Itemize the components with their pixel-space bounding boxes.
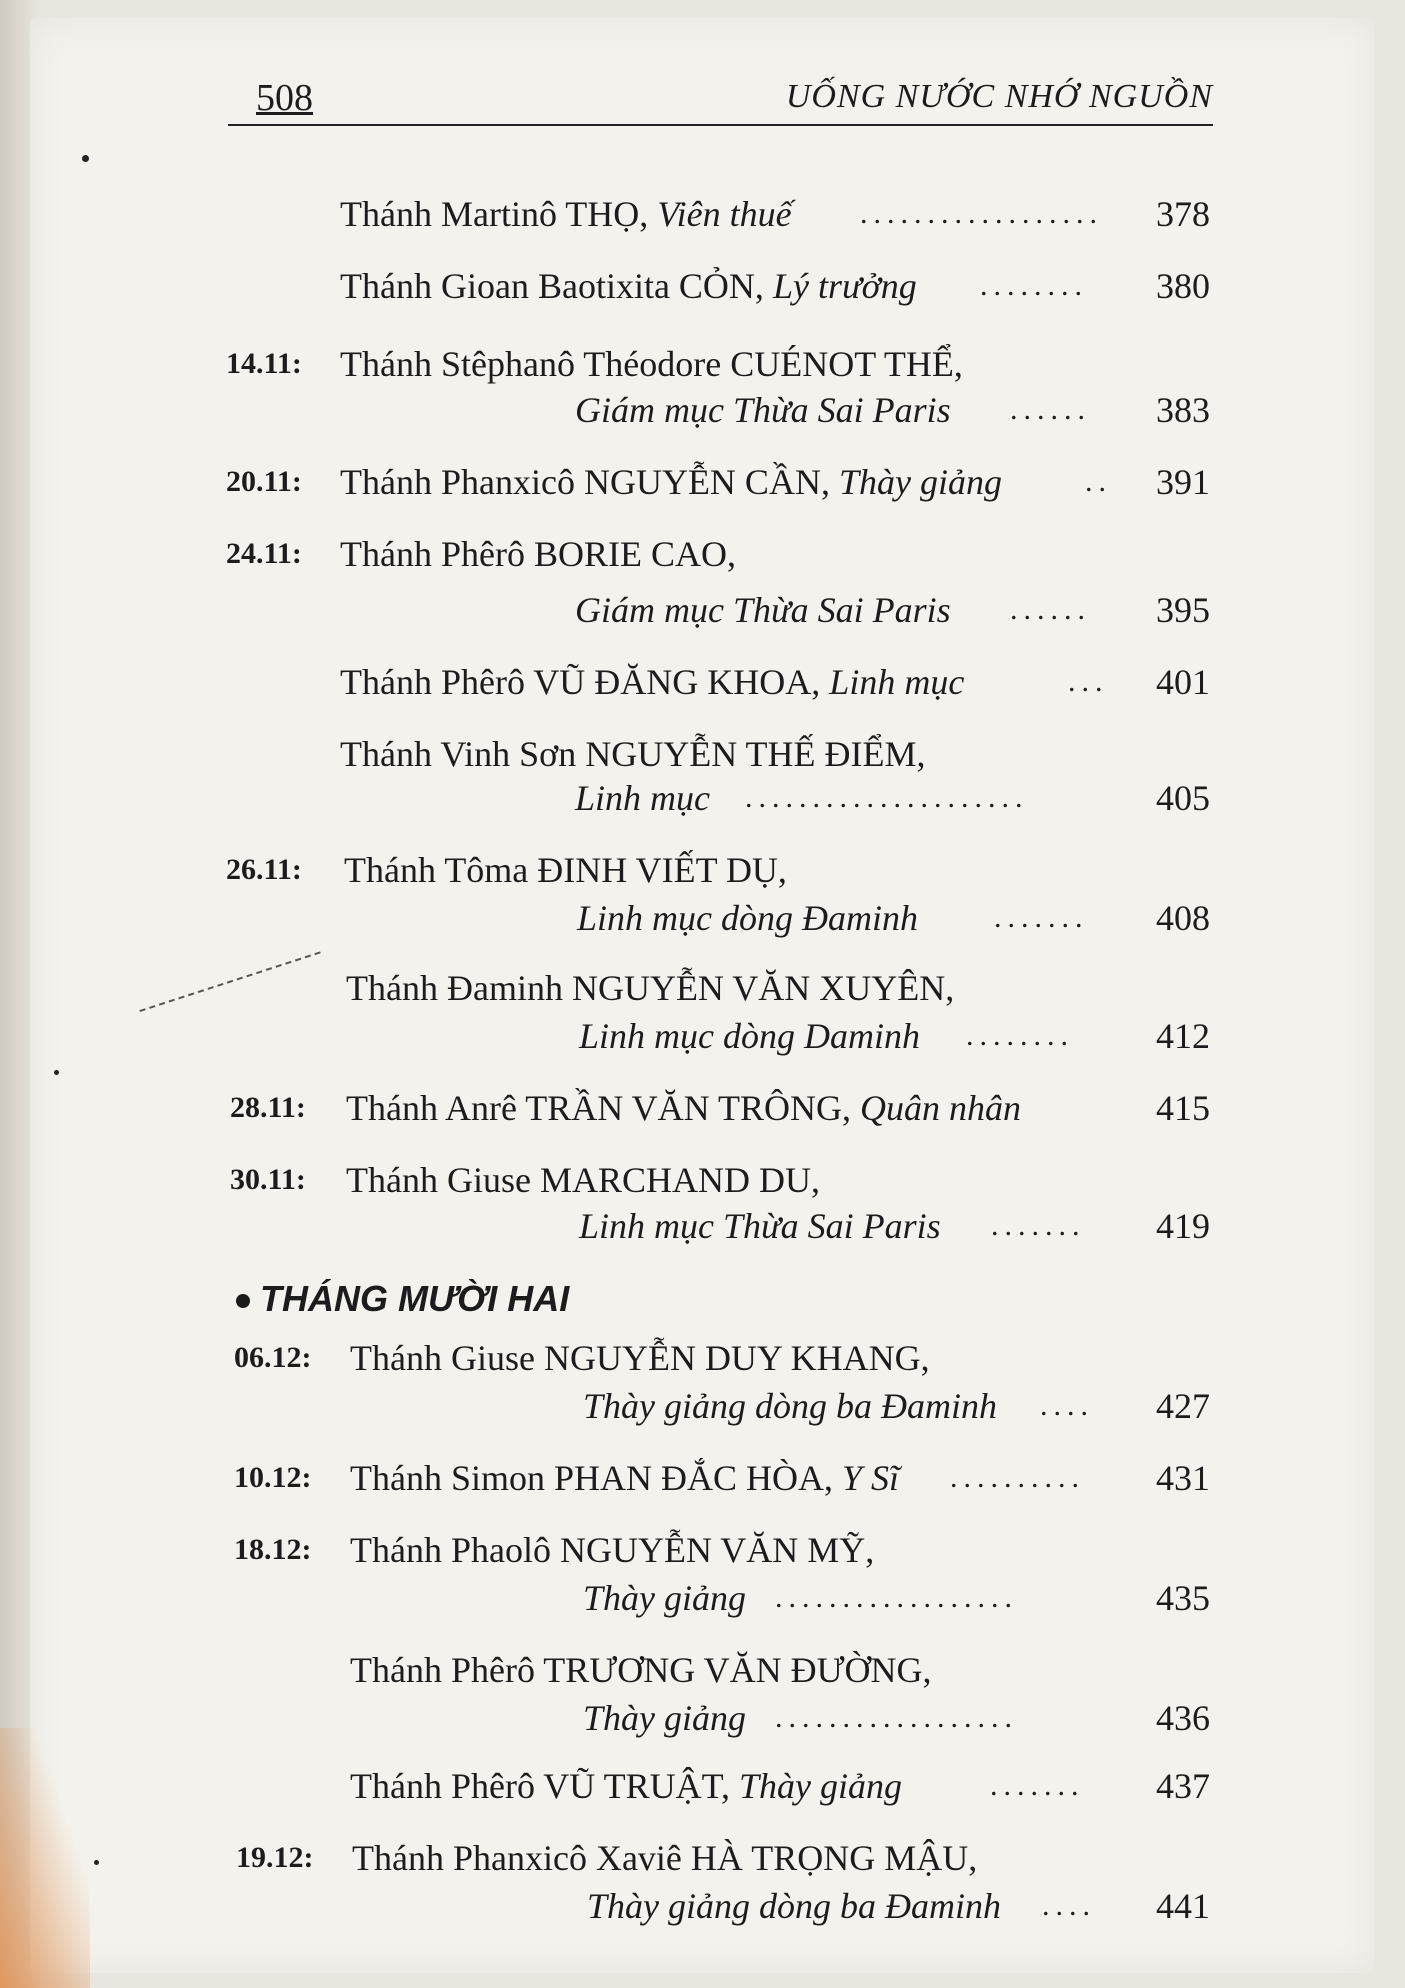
- saint-role: Linh mục dòng Daminh: [579, 1016, 920, 1056]
- toc-entry: [350, 1334, 1210, 1382]
- leader-dots: ......: [1010, 393, 1091, 426]
- page-ref: 391: [1156, 462, 1210, 502]
- page-ref: 378: [1156, 194, 1210, 234]
- leader-dots: ..................: [860, 197, 1103, 230]
- toc-entry-continued: [346, 1202, 1210, 1250]
- toc-entry: [340, 262, 1210, 310]
- saint-role: Linh mục: [575, 778, 710, 818]
- toc-entry: [350, 1646, 1210, 1694]
- leader-dots: .....................: [745, 781, 1029, 814]
- saint-role: Viên thuế: [657, 194, 792, 234]
- toc-entry-continued: [352, 1882, 1210, 1930]
- saint-role: Thày giảng dòng ba Đaminh: [587, 1886, 1001, 1926]
- ink-speck: [82, 155, 89, 162]
- saint-role: Y Sĩ: [842, 1458, 900, 1498]
- feast-date: 28.11:: [230, 1091, 306, 1124]
- saint-role: Linh mục Thừa Sai Paris: [579, 1206, 941, 1246]
- toc-entry-continued: [346, 1012, 1210, 1060]
- toc-entry-continued: [350, 1382, 1210, 1430]
- bullet-icon: [236, 1294, 250, 1308]
- running-title: UỐNG NƯỚC NHỚ NGUỒN: [785, 78, 1213, 115]
- toc-entry-continued: [340, 386, 1210, 434]
- saint-name: Thánh Simon PHAN ĐẮC HÒA,: [350, 1458, 843, 1498]
- toc-entry: [340, 730, 1210, 778]
- saint-role: Giám mục Thừa Sai Paris: [575, 390, 951, 430]
- saint-name: Thánh Tôma ĐINH VIẾT DỤ,: [344, 850, 787, 890]
- section-heading-text: THÁNG MƯỜI HAI: [260, 1278, 570, 1319]
- toc-entry: [340, 658, 1210, 706]
- toc-entry-continued: [340, 774, 1210, 822]
- page-ref: 408: [1156, 898, 1210, 938]
- toc-entry: [346, 1156, 1210, 1204]
- ink-speck: [54, 1070, 59, 1075]
- leader-dots: ........: [966, 1019, 1074, 1052]
- toc-entry: [340, 190, 1210, 238]
- toc-entry: [340, 458, 1210, 506]
- toc-entry: [352, 1834, 1210, 1882]
- page-ref: 436: [1156, 1698, 1210, 1738]
- saint-role: Thày giảng dòng ba Đaminh: [583, 1386, 997, 1426]
- toc-entry: [346, 964, 1210, 1012]
- saint-role: Quân nhân: [859, 1088, 1021, 1128]
- page-number: 508: [256, 77, 313, 119]
- page-ref: 405: [1156, 778, 1210, 818]
- saint-role: Thày giảng: [583, 1698, 747, 1738]
- saint-name: Thánh Vinh Sơn NGUYỄN THẾ ĐIỂM,: [340, 734, 926, 774]
- page-ref: 437: [1156, 1766, 1210, 1806]
- saint-role: Thày giảng: [738, 1766, 902, 1806]
- leader-dots: ..........: [950, 1461, 1085, 1494]
- saint-role: Thày giảng: [583, 1578, 747, 1618]
- feast-date: 26.11:: [226, 853, 302, 886]
- ink-speck: [94, 1860, 99, 1865]
- page-ref: 380: [1156, 266, 1210, 306]
- saint-name: Thánh Gioan Baotixita CỎN,: [340, 266, 773, 306]
- saint-role: Linh mục dòng Đaminh: [577, 898, 918, 938]
- leader-dots: ....: [1042, 1889, 1096, 1922]
- saint-name: Thánh Stêphanô Théodore CUÉNOT THỂ,: [340, 344, 963, 384]
- page-ref: 401: [1156, 662, 1210, 702]
- page-ref: 441: [1156, 1886, 1210, 1926]
- saint-name: Thánh Đaminh NGUYỄN VĂN XUYÊN,: [346, 968, 955, 1008]
- saint-name: Thánh Giuse NGUYỄN DUY KHANG,: [350, 1338, 930, 1378]
- feast-date: 14.11:: [226, 347, 302, 380]
- feast-date: 19.12:: [236, 1841, 314, 1874]
- leader-dots: .......: [990, 1769, 1085, 1802]
- feast-date: 06.12:: [234, 1341, 312, 1374]
- feast-date: 10.12:: [234, 1461, 312, 1494]
- page-ref: 431: [1156, 1458, 1210, 1498]
- page-ref: 383: [1156, 390, 1210, 430]
- page-ref: 412: [1156, 1016, 1210, 1056]
- leader-dots: .......: [994, 901, 1089, 934]
- section-heading: [236, 1278, 569, 1320]
- page-ref: 435: [1156, 1578, 1210, 1618]
- leader-dots: ......: [1010, 593, 1091, 626]
- leader-dots: ..................: [775, 1701, 1018, 1734]
- saint-name: Thánh Anrê TRẦN VĂN TRÔNG,: [346, 1088, 860, 1128]
- toc-entry: [340, 530, 1210, 578]
- page-ref: 419: [1156, 1206, 1210, 1246]
- toc-entry-continued: [340, 586, 1210, 634]
- saint-name: Thánh Phêrô VŨ TRUẬT,: [350, 1766, 739, 1806]
- toc-entry: [340, 340, 1210, 388]
- page-ref: 415: [1156, 1088, 1210, 1128]
- page-ref: 395: [1156, 590, 1210, 630]
- saint-role: Lý trưởng: [772, 266, 917, 306]
- toc-entry: [350, 1454, 1210, 1502]
- toc-entry-continued: [344, 894, 1210, 942]
- toc-entry-continued: [350, 1574, 1210, 1622]
- saint-name: Thánh Martinô THỌ,: [340, 194, 658, 234]
- saint-role: Linh mục: [829, 662, 965, 702]
- toc-entry: [350, 1762, 1210, 1810]
- feast-date: 18.12:: [234, 1533, 312, 1566]
- saint-role: Thày giảng: [838, 462, 1002, 502]
- leader-dots: ........: [980, 269, 1088, 302]
- leader-dots: ...: [1068, 665, 1109, 698]
- toc-entry: [346, 1084, 1210, 1132]
- toc-entry: [350, 1526, 1210, 1574]
- page-ref: 427: [1156, 1386, 1210, 1426]
- saint-name: Thánh Phêrô BORIE CAO,: [340, 534, 736, 574]
- saint-name: Thánh Phanxicô NGUYỄN CẦN,: [340, 462, 839, 502]
- leader-dots: ..: [1085, 465, 1112, 498]
- leader-dots: .......: [991, 1209, 1086, 1242]
- saint-name: Thánh Phaolô NGUYỄN VĂN MỸ,: [350, 1530, 875, 1570]
- saint-name: Thánh Giuse MARCHAND DU,: [346, 1160, 820, 1200]
- saint-name: Thánh Phanxicô Xaviê HÀ TRỌNG MẬU,: [352, 1838, 978, 1878]
- saint-name: Thánh Phêrô TRƯƠNG VĂN ĐƯỜNG,: [350, 1650, 932, 1690]
- feast-date: 20.11:: [226, 465, 302, 498]
- saint-name: Thánh Phêrô VŨ ĐĂNG KHOA,: [340, 662, 830, 702]
- leader-dots: ....: [1040, 1389, 1094, 1422]
- toc-entry: [344, 846, 1210, 894]
- feast-date: 30.11:: [230, 1163, 306, 1196]
- toc-entry-continued: [350, 1694, 1210, 1742]
- feast-date: 24.11:: [226, 537, 302, 570]
- leader-dots: ..................: [775, 1581, 1018, 1614]
- saint-role: Giám mục Thừa Sai Paris: [575, 590, 951, 630]
